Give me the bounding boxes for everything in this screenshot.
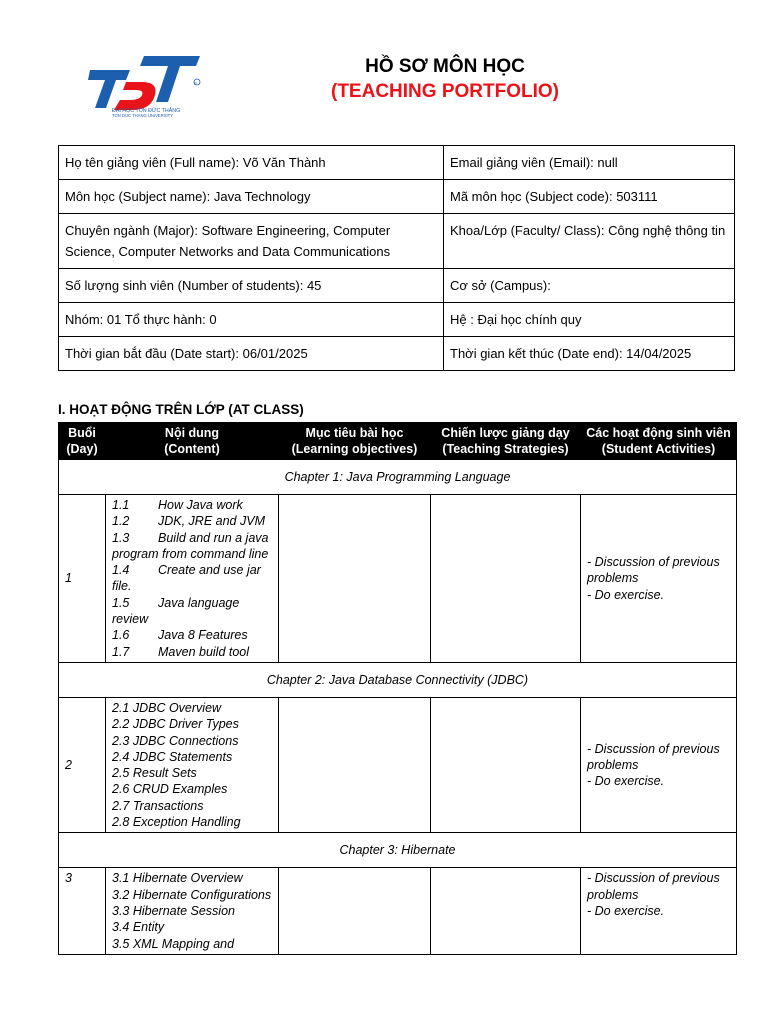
info-row xyxy=(59,337,735,371)
list-item: 2.8 Exception Handling xyxy=(112,815,241,830)
chapter-row xyxy=(59,833,737,868)
major: Chuyên ngành (Major): Software Engineering, Computer Science, Computer Networks and Data Communications xyxy=(59,214,444,269)
content-cell xyxy=(106,495,279,663)
subject-name: Môn học (Subject name): Java Technology xyxy=(59,180,444,214)
number-of-students: Số lượng sinh viên (Number of students): 45 xyxy=(59,269,444,303)
activities-cell: - Discussion of previous problems - Do exercise. xyxy=(581,697,737,832)
strategies-cell xyxy=(431,697,581,832)
title-main: HỒ SƠ MÔN HỌC xyxy=(365,56,525,77)
logo-text-line2: TON DUC THANG UNIVERSITY xyxy=(112,113,174,118)
list-item: 1.5 Java language review xyxy=(112,595,240,627)
date-end: Thời gian kết thúc (Date end): 14/04/2025 xyxy=(444,337,735,371)
list-item: 1.4 Create and use jar file. xyxy=(112,563,261,594)
list-item: 2.1 JDBC Overview xyxy=(112,700,222,715)
subject-code: Mã môn học (Subject code): 503111 xyxy=(444,180,735,214)
chapter-title: Chapter 1: Java Programming Language xyxy=(59,460,737,495)
info-row xyxy=(59,180,735,214)
campus: Cơ sở (Campus): xyxy=(444,269,735,303)
strategies-cell xyxy=(431,868,581,954)
content-cell xyxy=(106,868,279,954)
day-number: 2 xyxy=(59,697,106,832)
list-item: 3.3 Hibernate Session xyxy=(112,903,235,918)
list-item: 2.7 Transactions xyxy=(112,798,204,813)
list-item: 1.7 Maven build tool xyxy=(112,644,250,659)
header-content: Nội dung (Content) xyxy=(106,423,279,460)
list-item: 2.3 JDBC Connections xyxy=(112,733,239,748)
strategies-cell xyxy=(431,495,581,663)
objectives-cell xyxy=(279,868,431,954)
list-item: 3.5 XML Mapping and xyxy=(112,936,235,951)
tdt-logo-icon xyxy=(86,52,204,118)
list-item: 1.3 Build and run a java program from command line xyxy=(112,530,269,561)
class-activity-table xyxy=(58,422,737,955)
chapter-row xyxy=(59,460,737,495)
table-row xyxy=(59,868,737,954)
date-start: Thời gian bắt đầu (Date start): 06/01/2025 xyxy=(59,337,444,371)
chapter-row xyxy=(59,662,737,697)
svg-text:R: R xyxy=(194,81,197,86)
info-row xyxy=(59,146,735,180)
list-item: 2.4 JDBC Statements xyxy=(112,749,233,764)
chapter-title: Chapter 3: Hibernate xyxy=(59,833,737,868)
chapter-title: Chapter 2: Java Database Connectivity (JDBC) xyxy=(59,662,737,697)
list-item: 1.6 Java 8 Features xyxy=(112,628,248,643)
day-number: 1 xyxy=(59,495,106,663)
lecturer-email: Email giảng viên (Email): null xyxy=(444,146,735,180)
info-row xyxy=(59,214,735,269)
activities-cell: - Discussion of previous problems - Do exercise. xyxy=(581,495,737,663)
title-subtitle: (TEACHING PORTFOLIO) xyxy=(331,81,559,102)
list-item: 3.4 Entity xyxy=(112,920,165,935)
list-item: 1.2 JDK, JRE and JVM xyxy=(112,514,265,529)
day-number: 3 xyxy=(59,868,106,954)
activities-cell: - Discussion of previous problems - Do exercise. xyxy=(581,868,737,954)
header-objectives: Mục tiêu bài học (Learning objectives) xyxy=(279,423,431,460)
objectives-cell xyxy=(279,495,431,663)
group: Nhóm: 01 Tổ thực hành: 0 xyxy=(59,303,444,337)
lecturer-name: Họ tên giảng viên (Full name): Võ Văn Thành xyxy=(59,146,444,180)
section-heading: I. HOẠT ĐỘNG TRÊN LỚP (AT CLASS) xyxy=(58,402,304,417)
table-header-row xyxy=(59,423,737,460)
list-item: 2.2 JDBC Driver Types xyxy=(112,717,239,732)
header-strategies: Chiến lược giảng dạy (Teaching Strategies) xyxy=(431,423,581,460)
course-info-table xyxy=(58,145,735,371)
list-item: 2.6 CRUD Examples xyxy=(112,782,228,797)
objectives-cell xyxy=(279,697,431,832)
list-item: 2.5 Result Sets xyxy=(112,766,197,781)
list-item: 3.1 Hibernate Overview xyxy=(112,871,243,886)
table-row xyxy=(59,495,737,663)
university-logo xyxy=(86,52,204,118)
program-type: Hệ : Đại học chính quy xyxy=(444,303,735,337)
faculty-class: Khoa/Lớp (Faculty/ Class): Công nghệ thông tin xyxy=(444,214,735,269)
list-item: 1.1 How Java work xyxy=(112,498,243,512)
info-row xyxy=(59,269,735,303)
header-day: Buổi (Day) xyxy=(59,423,106,460)
content-cell xyxy=(106,697,279,832)
table-row xyxy=(59,697,737,832)
list-item: 3.2 Hibernate Configurations xyxy=(112,887,272,902)
info-row xyxy=(59,303,735,337)
logo-text-line1: ĐẠI HỌC TÔN ĐỨC THẮNG xyxy=(112,108,181,114)
header-activities: Các hoạt động sinh viên (Student Activities) xyxy=(581,423,737,460)
document-title xyxy=(260,56,630,104)
